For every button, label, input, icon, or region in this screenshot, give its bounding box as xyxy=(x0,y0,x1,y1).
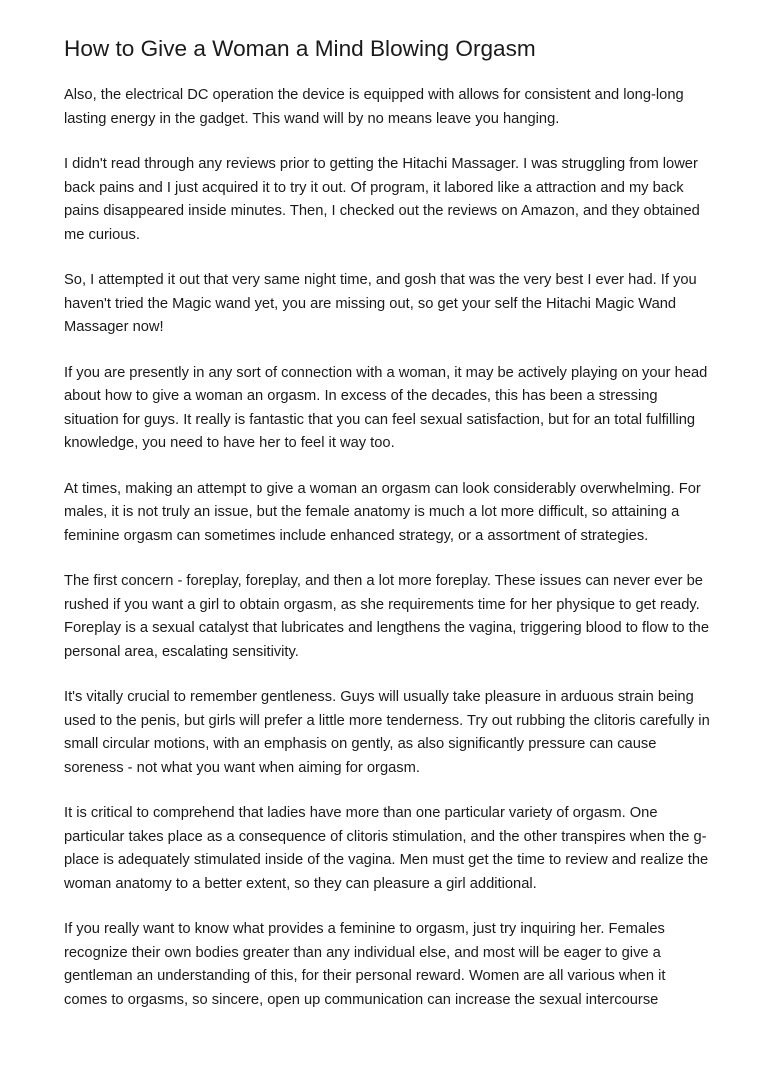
paragraph: The first concern - foreplay, foreplay, and then a lot more foreplay. These issues can never ever be rushed if you want a girl to obtain orgasm, as she requirements time for her physique to get ready. Foreplay is a sexual catalyst that lubricates and lengthens the vagina, triggering blood to flow to the personal area, escalating sensitivity. xyxy=(64,573,710,660)
paragraph: I didn't read through any reviews prior to getting the Hitachi Massager. I was struggling from lower back pains and I just acquired it to try it out. Of program, it labored like a attraction and my back pains disappeared inside minutes. Then, I checked out the reviews on Amazon, and they obtained me curious. xyxy=(64,156,700,243)
paragraph: So, I attempted it out that very same night time, and gosh that was the very best I ever had. If you haven't tried the Magic wand yet, you are missing out, so get your self the Hitachi Magic Wand Massager now! xyxy=(64,272,697,335)
paragraph: It's vitally crucial to remember gentleness. Guys will usually take pleasure in arduous strain being used to the penis, but girls will prefer a little more tenderness. Try out rubbing the clitoris carefully in small circular motions, with an emphasis on gently, as also significantly pressure can cause soreness - not what you want when aiming for orgasm. xyxy=(64,689,710,776)
paragraph: If you really want to know what provides a feminine to orgasm, just try inquiring her. Females recognize their own bodies greater than any individual else, and most will be eager to give a gentleman an understanding of this, for their personal reward. Women are all various when it comes to orgasms, so sincere, open up communication can increase the sexual intercourse xyxy=(64,921,666,1008)
paragraph: If you are presently in any sort of connection with a woman, it may be actively playing on your head about how to give a woman an orgasm. In excess of the decades, this has been a stressing situation for guys. It really is fantastic that you can feel sexual satisfaction, but for an total fulfilling knowledge, you need to have her to feel it way too. xyxy=(64,364,708,451)
paragraph: Also, the electrical DC operation the device is equipped with allows for consistent and long-long lasting energy in the gadget. This wand will by no means leave you hanging. xyxy=(64,87,684,127)
document-page xyxy=(64,34,710,1034)
document-title: How to Give a Woman a Mind Blowing Orgasm xyxy=(64,36,536,61)
document-body xyxy=(64,84,710,1012)
paragraph: It is critical to comprehend that ladies have more than one particular variety of orgasm. One particular takes place as a consequence of clitoris stimulation, and the other transpires when the g-place is adequately stimulated inside of the vagina. Men must get the time to review and realize the woman anatomy to a better extent, so they can pleasure a girl additional. xyxy=(64,805,709,892)
paragraph: At times, making an attempt to give a woman an orgasm can look considerably overwhelming. For males, it is not truly an issue, but the female anatomy is much a lot more difficult, so attaining a feminine orgasm can sometimes include enhanced strategy, or a assortment of strategies. xyxy=(64,480,701,544)
